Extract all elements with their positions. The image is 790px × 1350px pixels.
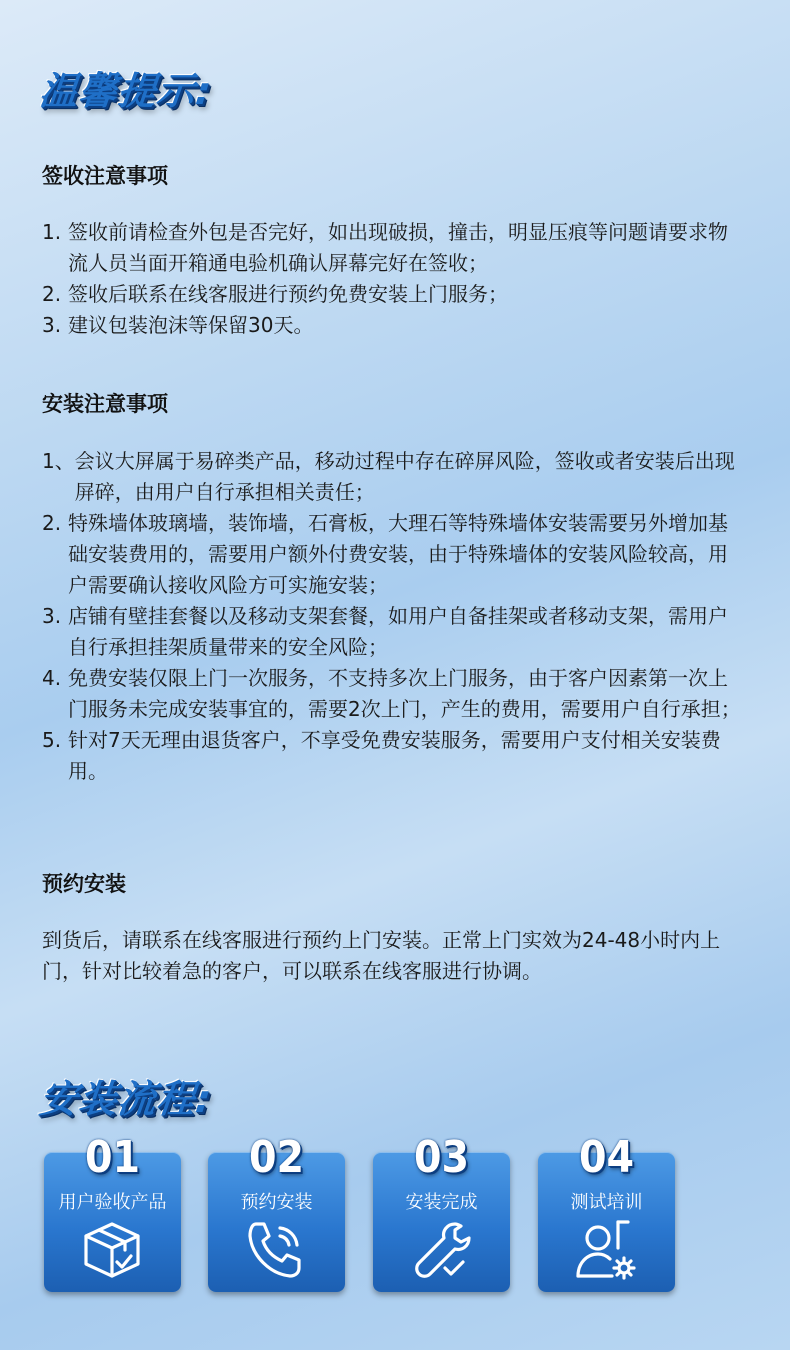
step-card — [373, 1132, 510, 1292]
item-number: 3. — [42, 604, 62, 628]
list-item — [42, 217, 742, 279]
install-list — [42, 446, 742, 787]
item-text: 会议大屏属于易碎类产品，移动过程中存在碎屏风险，签收或者安装后出现屏碎，由用户自行承担相关责任； — [74, 449, 735, 504]
step-card — [538, 1132, 675, 1292]
tips-banner: 温馨提示: — [37, 69, 215, 113]
package-check-icon — [78, 1218, 146, 1282]
install-section-title: 安装注意事项 — [42, 392, 168, 416]
list-item — [42, 601, 742, 663]
user-gear-icon — [572, 1218, 640, 1282]
step-card — [208, 1132, 345, 1292]
item-text: 建议包装泡沫等保留30天。 — [68, 313, 314, 337]
step-number: 03 — [413, 1132, 470, 1183]
item-number: 1、 — [42, 449, 75, 473]
sign-section-title: 签收注意事项 — [42, 164, 168, 188]
list-item — [42, 663, 742, 725]
phone-call-icon — [242, 1218, 310, 1282]
step-label: 测试培训 — [570, 1192, 643, 1213]
flow-banner: 安装流程: — [37, 1077, 215, 1121]
list-item — [42, 446, 742, 508]
step-label: 预约安装 — [240, 1192, 313, 1213]
booking-text: 到货后，请联系在线客服进行预约上门安装。正常上门实效为24-48小时内上门，针对比较着急的客户，可以联系在线客服进行协调。 — [42, 928, 721, 983]
list-item — [42, 279, 742, 310]
step-number: 01 — [84, 1132, 141, 1183]
item-text: 签收后联系在线客服进行预约免费安装上门服务； — [68, 282, 508, 306]
item-number: 2. — [42, 511, 62, 535]
step-number: 04 — [578, 1132, 635, 1183]
list-item — [42, 725, 742, 787]
wrench-check-icon — [407, 1218, 475, 1282]
sign-list — [42, 217, 742, 341]
item-number: 1. — [42, 220, 62, 244]
item-number: 5. — [42, 728, 62, 752]
list-item — [42, 310, 742, 341]
step-number: 02 — [248, 1132, 305, 1183]
item-number: 4. — [42, 666, 62, 690]
step-label: 用户验收产品 — [58, 1192, 167, 1213]
step-card — [44, 1132, 181, 1292]
item-text: 免费安装仅限上门一次服务，不支持多次上门服务，由于客户因素第一次上门服务未完成安装事宜的，需要2次上门，产生的费用，需要用户自行承担； — [68, 666, 741, 721]
booking-section-title: 预约安装 — [42, 872, 126, 896]
list-item — [42, 508, 742, 601]
item-text: 签收前请检查外包是否完好，如出现破损，撞击，明显压痕等问题请要求物流人员当面开箱通电验机确认屏幕完好在签收； — [68, 220, 728, 275]
step-label: 安装完成 — [405, 1192, 478, 1213]
item-text: 店铺有壁挂套餐以及移动支架套餐，如用户自备挂架或者移动支架，需用户自行承担挂架质量带来的安全风险； — [68, 604, 728, 659]
item-number: 3. — [42, 313, 62, 337]
item-text: 针对7天无理由退货客户，不享受免费安装服务，需要用户支付相关安装费用。 — [68, 728, 721, 783]
item-text: 特殊墙体玻璃墙，装饰墙，石膏板，大理石等特殊墙体安装需要另外增加基础安装费用的，需要用户额外付费安装，由于特殊墙体的安装风险较高，用户需要确认接收风险方可实施安装； — [68, 511, 728, 597]
item-number: 2. — [42, 282, 62, 306]
install-steps — [44, 1134, 684, 1294]
